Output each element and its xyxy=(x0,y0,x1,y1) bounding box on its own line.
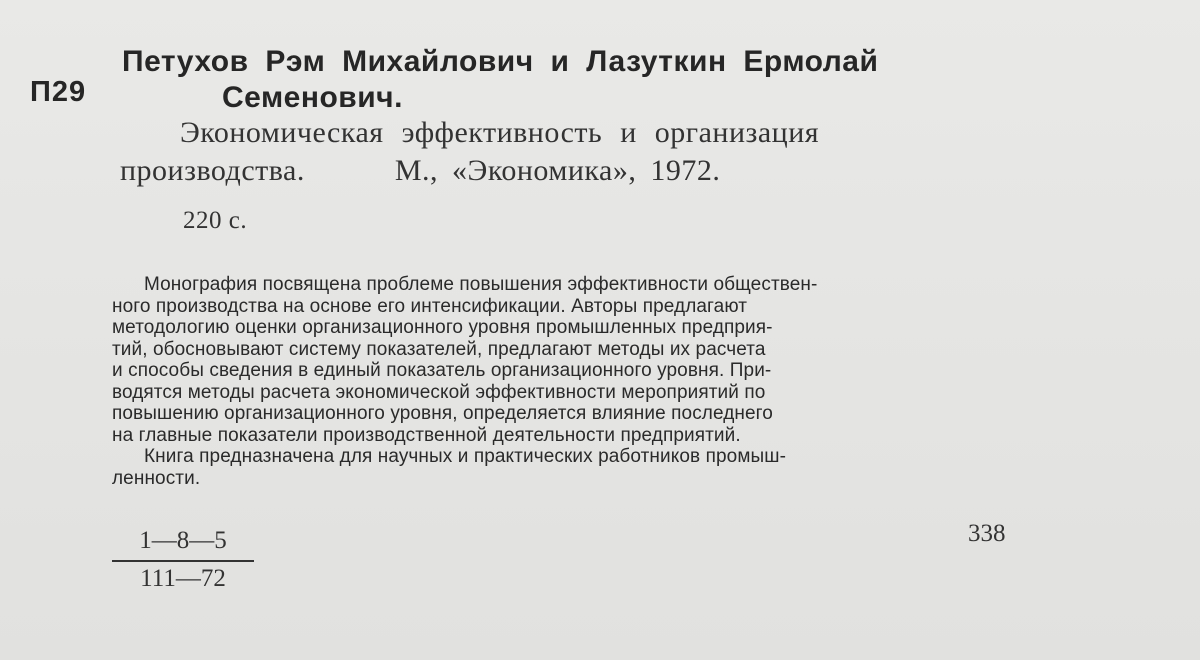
abstract-line: ленности. xyxy=(112,467,201,489)
abstract-line: методологию оценки организационного уровня промышленных предприя- xyxy=(112,317,773,338)
abstract-line: тий, обосновывают систему показателей, предлагают методы их расчета xyxy=(112,338,766,360)
abstract xyxy=(112,274,1022,489)
abstract-line: Книга предназначена для научных и практических работников промыш- xyxy=(144,446,787,467)
abstract-line: водятся методы расчета экономической эффективности мероприятий по xyxy=(112,381,766,403)
abstract-line: и способы сведения в единый показатель организационного уровня. При- xyxy=(112,360,772,381)
abstract-line: на главные показатели производственной деятельности предприятий. xyxy=(112,424,741,446)
book-title xyxy=(120,114,1040,190)
authors-heading xyxy=(122,44,1042,116)
index-fraction xyxy=(112,524,254,594)
index-denominator: 111—72 xyxy=(140,565,226,592)
imprint: М., «Экономика», 1972. xyxy=(394,154,721,187)
index-numerator: 1—8—5 xyxy=(139,527,227,554)
abstract-line: ного производства на основе его интенсификации. Авторы предлагают xyxy=(112,295,748,317)
authors-line-2: Семенович. xyxy=(222,81,403,114)
title-line-1: Экономическая эффективность и организация xyxy=(180,116,820,149)
authors-line-1: Петухов Рэм Михайлович и Лазуткин Ермолай xyxy=(122,45,879,78)
abstract-line: Монография посвящена проблеме повышения эффективности обществен- xyxy=(144,274,818,295)
title-line-2 xyxy=(120,152,1040,190)
publication-number: 338 xyxy=(968,520,1006,547)
page-count: 220 с. xyxy=(183,207,248,234)
shelfmark: П29 xyxy=(30,76,87,108)
title-subject: производства. xyxy=(120,154,305,187)
fraction-bar xyxy=(112,560,254,562)
abstract-line: повышению организационного уровня, определяется влияние последнего xyxy=(112,403,773,424)
